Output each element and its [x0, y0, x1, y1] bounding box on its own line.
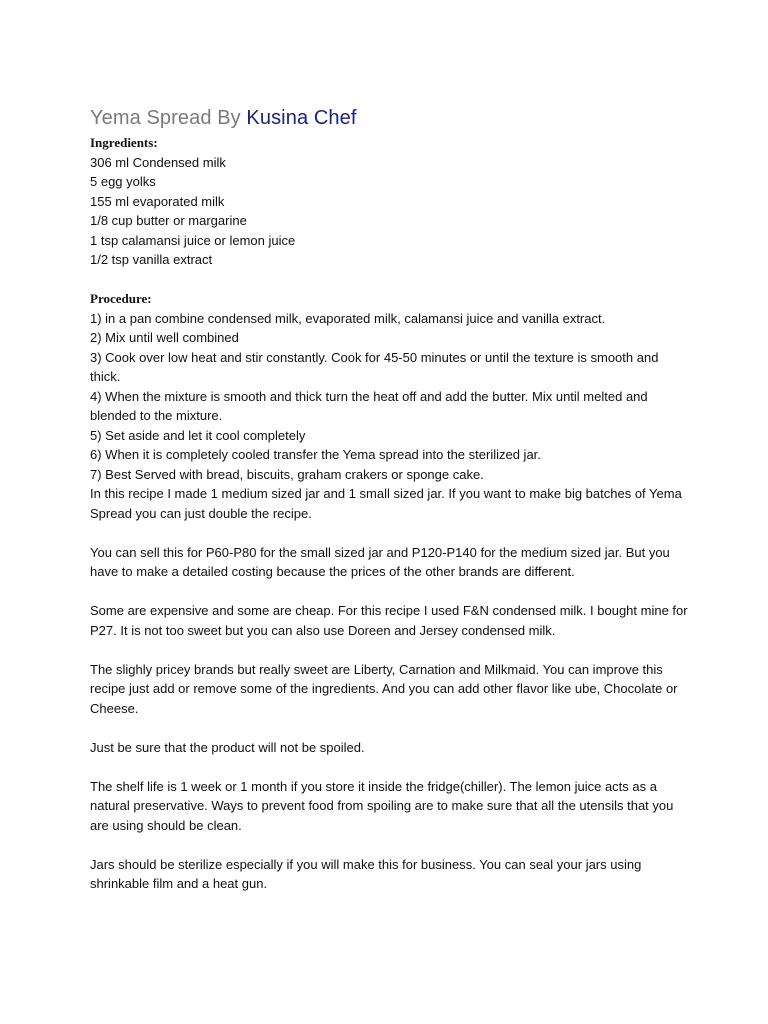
procedure-step: 1) in a pan combine condensed milk, evaporated milk, calamansi juice and vanilla extract.	[90, 310, 606, 326]
ingredient-item: 1 tsp calamansi juice or lemon juice	[90, 232, 296, 248]
ingredient-item: 1/8 cup butter or margarine	[90, 213, 247, 228]
ingredient-item: 306 ml Condensed milk	[90, 154, 226, 170]
procedure-step: 7) Best Served with bread, biscuits, graham crakers or sponge cake.	[90, 466, 484, 482]
spacer	[90, 270, 690, 290]
ingredients-section	[90, 133, 690, 270]
body-paragraph: The shelf life is 1 week or 1 month if you store it inside the fridge(chiller). The lemon juice acts as a natural preservative. Ways to prevent food from spoiling are to make sure that all the utensils that you are using should be clean.	[90, 778, 674, 833]
spacer	[90, 523, 690, 543]
procedure-note: In this recipe I made 1 medium sized jar and 1 small sized jar. If you want to make big batches of Yema Spread you can just double the recipe.	[90, 486, 682, 521]
document-page	[90, 104, 690, 894]
ingredients-heading: Ingredients:	[90, 135, 158, 150]
title-brand: Kusina Chef	[246, 107, 357, 129]
procedure-section	[90, 289, 690, 523]
ingredient-item: 1/2 tsp vanilla extract	[90, 252, 213, 267]
procedure-step: 6) When it is completely cooled transfer the Yema spread into the sterilized jar.	[90, 447, 541, 462]
procedure-step: 2) Mix until well combined	[90, 330, 239, 345]
spacer	[90, 640, 690, 660]
spacer	[90, 718, 690, 738]
body-paragraph: Some are expensive and some are cheap. For this recipe I used F&N condensed milk. I bought mine for P27. It is not too sweet but you can also use Doreen and Jersey condensed milk.	[90, 603, 688, 638]
page-title	[90, 104, 690, 132]
spacer	[90, 757, 690, 777]
procedure-step: 3) Cook over low heat and stir constantly. Cook for 45-50 minutes or until the texture is smooth and thick.	[90, 349, 659, 384]
ingredient-item: 5 egg yolks	[90, 174, 156, 189]
body-paragraph: Just be sure that the product will not be spoiled.	[90, 739, 365, 755]
title-prefix: Yema Spread By	[90, 107, 247, 129]
spacer	[90, 582, 690, 602]
spacer	[90, 835, 690, 855]
body-paragraph: Jars should be sterilize especially if you will make this for business. You can seal your jars using shrinkable film and a heat gun.	[90, 856, 642, 891]
ingredient-item: 155 ml evaporated milk	[90, 193, 225, 209]
procedure-heading: Procedure:	[90, 291, 152, 306]
procedure-step: 4) When the mixture is smooth and thick turn the heat off and add the butter. Mix until melted and blended to the mixture.	[90, 388, 648, 423]
body-paragraph: The slighly pricey brands but really sweet are Liberty, Carnation and Milkmaid. You can improve this recipe just add or remove some of the ingredients. And you can add other flavor like ube, Chocolate or Cheese.	[90, 661, 678, 716]
body-paragraph: You can sell this for P60-P80 for the small sized jar and P120-P140 for the medium sized jar. But you have to make a detailed costing because the prices of the other brands are different.	[90, 544, 670, 579]
procedure-step: 5) Set aside and let it cool completely	[90, 427, 306, 443]
